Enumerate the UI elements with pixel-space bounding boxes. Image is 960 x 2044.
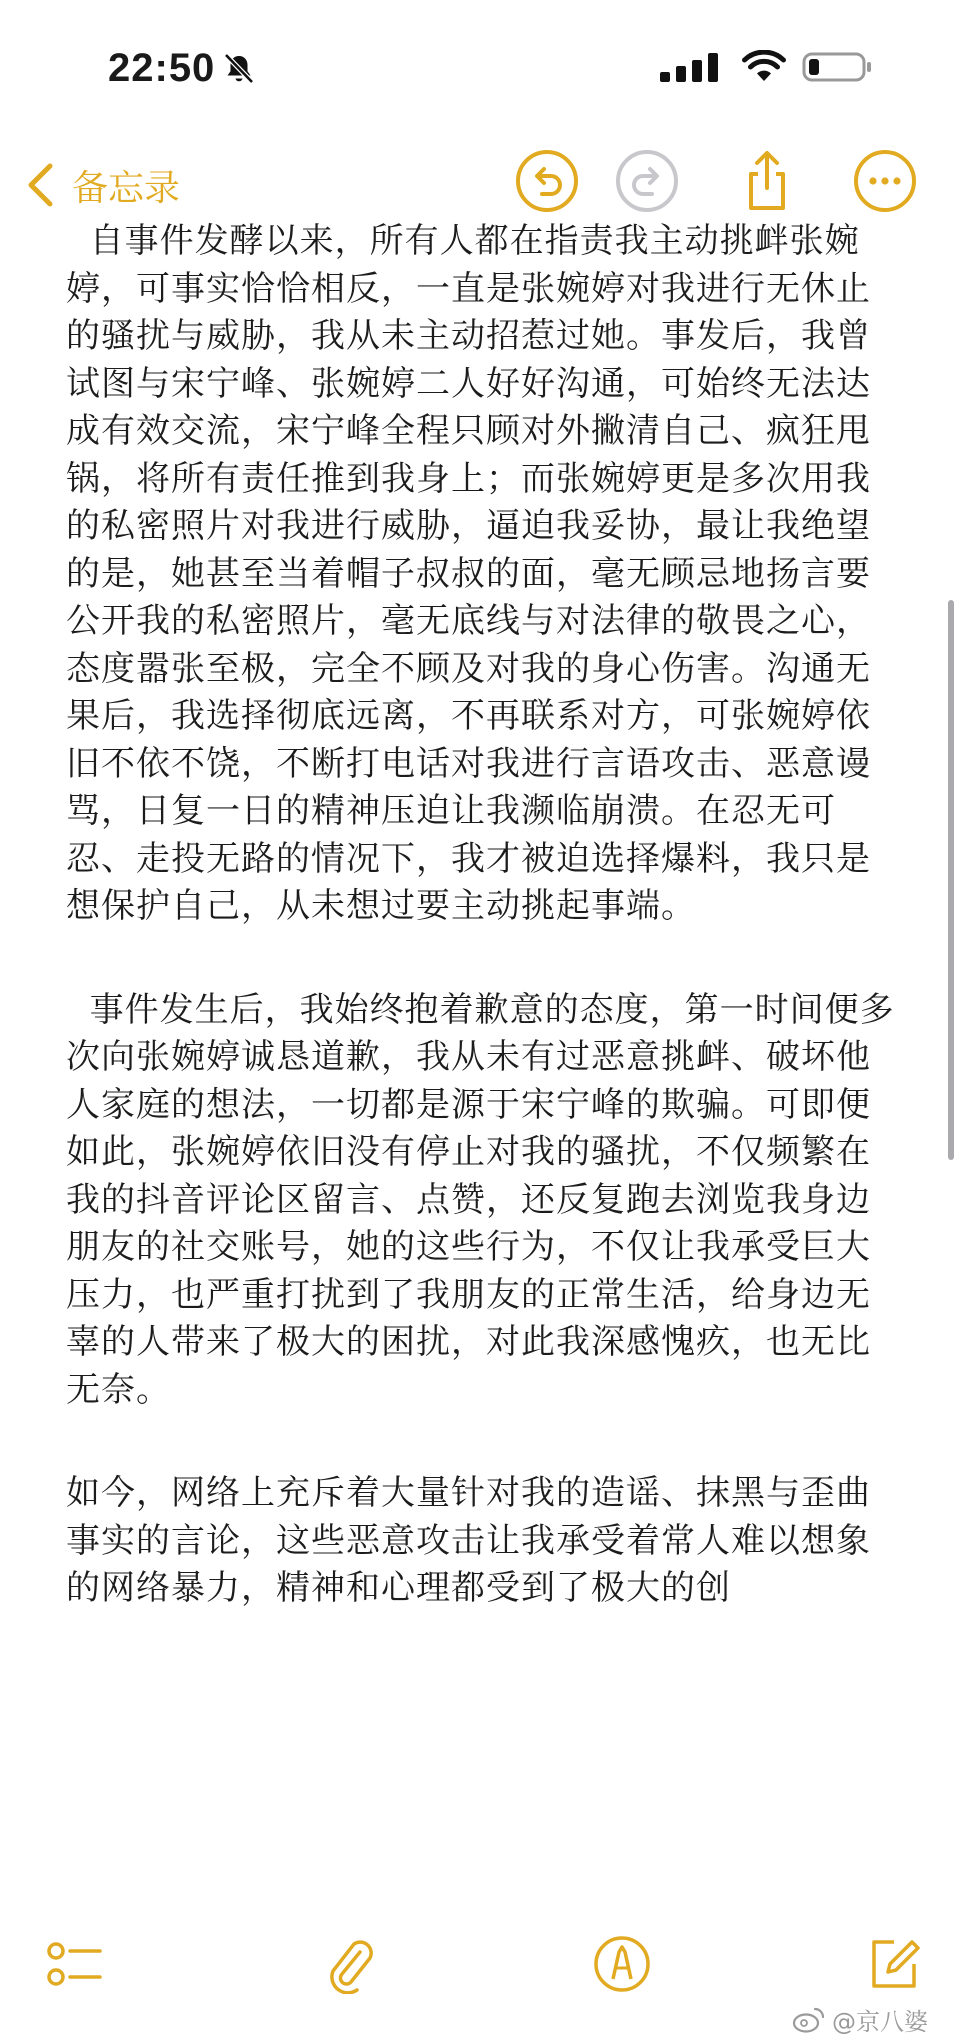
compose-icon[interactable] [864,1934,924,1994]
signal-icon [660,52,726,82]
status-bar [0,0,960,140]
scrollbar[interactable] [948,600,954,1160]
wifi-icon [742,50,786,84]
redo-icon[interactable] [614,148,680,214]
undo-icon[interactable] [514,148,580,214]
watermark-text: @京八婆 [832,2007,928,2036]
note-paragraph: 自事件发酵以来，所有人都在指责我主动挑衅张婉婷，可事实恰恰相反，一直是张婉婷对我进行无休止的骚扰与威胁，我从未主动招惹过她。事发后，我曾试图与宋宁峰、张婉婷二人好好沟通，可始终无法达成有效交流，宋宁峰全程只顾对外撇清自己、疯狂甩锅，将所有责任推到我身上；而张婉婷更是多次用我的私密照片对我进行威胁，逼迫我妥协，最让我绝望的是，她甚至当着帽子叔叔的面，毫无顾忌地扬言要公开我的私密照片，毫无底线与对法律的敬畏之心，态度嚣张至极，完全不顾及对我的身心伤害。沟通无果后，我选择彻底远离，不再联系对方，可张婉婷依旧不依不饶，不断打电话对我进行言语攻击、恶意谩骂，日复一日的精神压迫让我濒临崩溃。在忍无可忍、走投无路的情况下，我才被迫选择爆料，我只是想保护自己，从未想过要主动挑起事端。 [66,221,871,926]
note-body[interactable] [66,218,896,1613]
back-label: 备忘录 [72,167,181,209]
chevron-left-icon [26,163,54,207]
checklist-icon[interactable] [44,1934,104,1994]
note-paragraph: 事件发生后，我始终抱着歉意的态度，第一时间便多次向张婉婷诚恳道歉，我从未有过恶意挑衅、破坏他人家庭的想法，一切都是源于宋宁峰的欺骗。可即便如此，张婉婷依旧没有停止对我的骚扰，不仅频繁在我的抖音评论区留言、点赞，还反复跑去浏览我身边朋友的社交账号，她的这些行为，不仅让我承受巨大压力，也严重打扰到了我朋友的正常生活，给身边无辜的人带来了极大的困扰，对此我深感愧疚，也无比无奈。 [66,989,895,1410]
weibo-watermark [792,2002,928,2036]
markup-icon[interactable] [592,1934,652,1994]
back-button[interactable] [26,150,180,220]
attachment-icon[interactable] [320,1934,380,1994]
more-icon[interactable] [852,148,918,214]
battery-icon [802,50,874,84]
bell-slash-icon [222,52,256,86]
weibo-logo-icon [792,2005,826,2033]
status-time: 22:50 [108,46,216,90]
share-icon[interactable] [734,148,800,214]
note-paragraph: 如今，网络上充斥着大量针对我的造谣、抹黑与歪曲事实的言论，这些恶意攻击让我承受着常人难以想象的网络暴力，精神和心理都受到了极大的创 [66,1473,871,1608]
